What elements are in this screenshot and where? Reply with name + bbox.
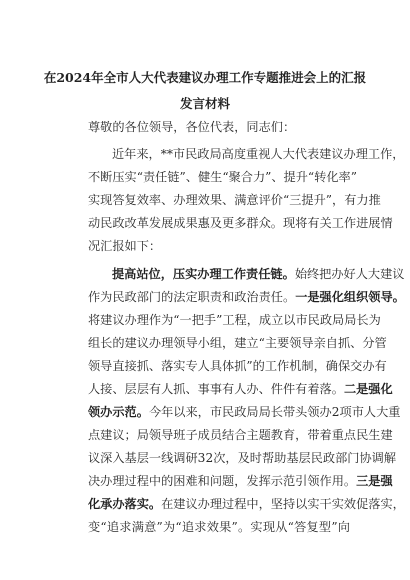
intro-line: 动民政改革发展成果惠及更多群众。现将有关工作进展情 (88, 216, 393, 230)
section-text: 在建议办理过程中，坚持以实干实效促落实， (161, 497, 405, 511)
document-title-line2: 发言材料 (179, 96, 230, 111)
section-line (88, 381, 393, 397)
section-text: 人接、层层有人抓、事事有人办、件件有着落。 (88, 382, 344, 396)
section-line: 变“追求满意”为“追求效果”。实现从“答复型”向 (88, 520, 350, 534)
section-line: 议深入基层一线调研32次，及时帮助基层民政部门协调解 (88, 451, 397, 465)
section-text: 今年以来，市民政局局长带头领办2项市人大重 (148, 405, 401, 419)
section-text: 始终把办好人大建议 (294, 267, 405, 281)
section-line (88, 289, 405, 305)
document-title: 在2024年全市人大代表建议办理工作专题推进会上的汇报 (43, 70, 367, 85)
intro-line: 近年来，**市民政局高度重视人大代表建议办理工作， (112, 147, 405, 161)
section-line: 点建议；局领导班子成员结合主题教育，带着重点民生建 (88, 428, 393, 442)
section-line: 领导直接抓、落实专人具体抓”的工作机制，确保交办有 (88, 359, 387, 373)
greeting: 尊敬的各位领导，各位代表，同志们： (88, 120, 296, 134)
point-heading: 领办示范。 (88, 405, 149, 419)
section-line: 组长的建议办理领导小组，建立“主要领导亲自抓、分管 (88, 336, 387, 350)
section-line (88, 473, 393, 489)
section-line (88, 496, 405, 512)
section-line: 将建议办理作为“一把手”工程，成立以市民政局局长为 (88, 313, 381, 327)
section-text: 作为民政部门的法定职责和政治责任。 (88, 290, 296, 304)
intro-line: 不断压实“责任链”、健生“聚合力”、提升“转化率” (88, 170, 357, 184)
point-heading: 一是强化组织领导。 (295, 290, 405, 304)
section-line (88, 404, 401, 420)
point-heading: 三是强 (356, 474, 393, 488)
section-text: 决办理过程中的困难和问题，发挥示范引领作用。 (88, 474, 357, 488)
point-heading: 化承办落实。 (88, 497, 162, 511)
section-heading: 提高站位，压实办理工作责任链。 (112, 267, 295, 281)
intro-line: 况汇报如下： (88, 239, 162, 253)
section-line (112, 266, 405, 282)
point-heading: 二是强化 (343, 382, 393, 396)
intro-line: 实现答复效率、办理效果、满意评价“三提升”，有力推 (88, 193, 381, 207)
